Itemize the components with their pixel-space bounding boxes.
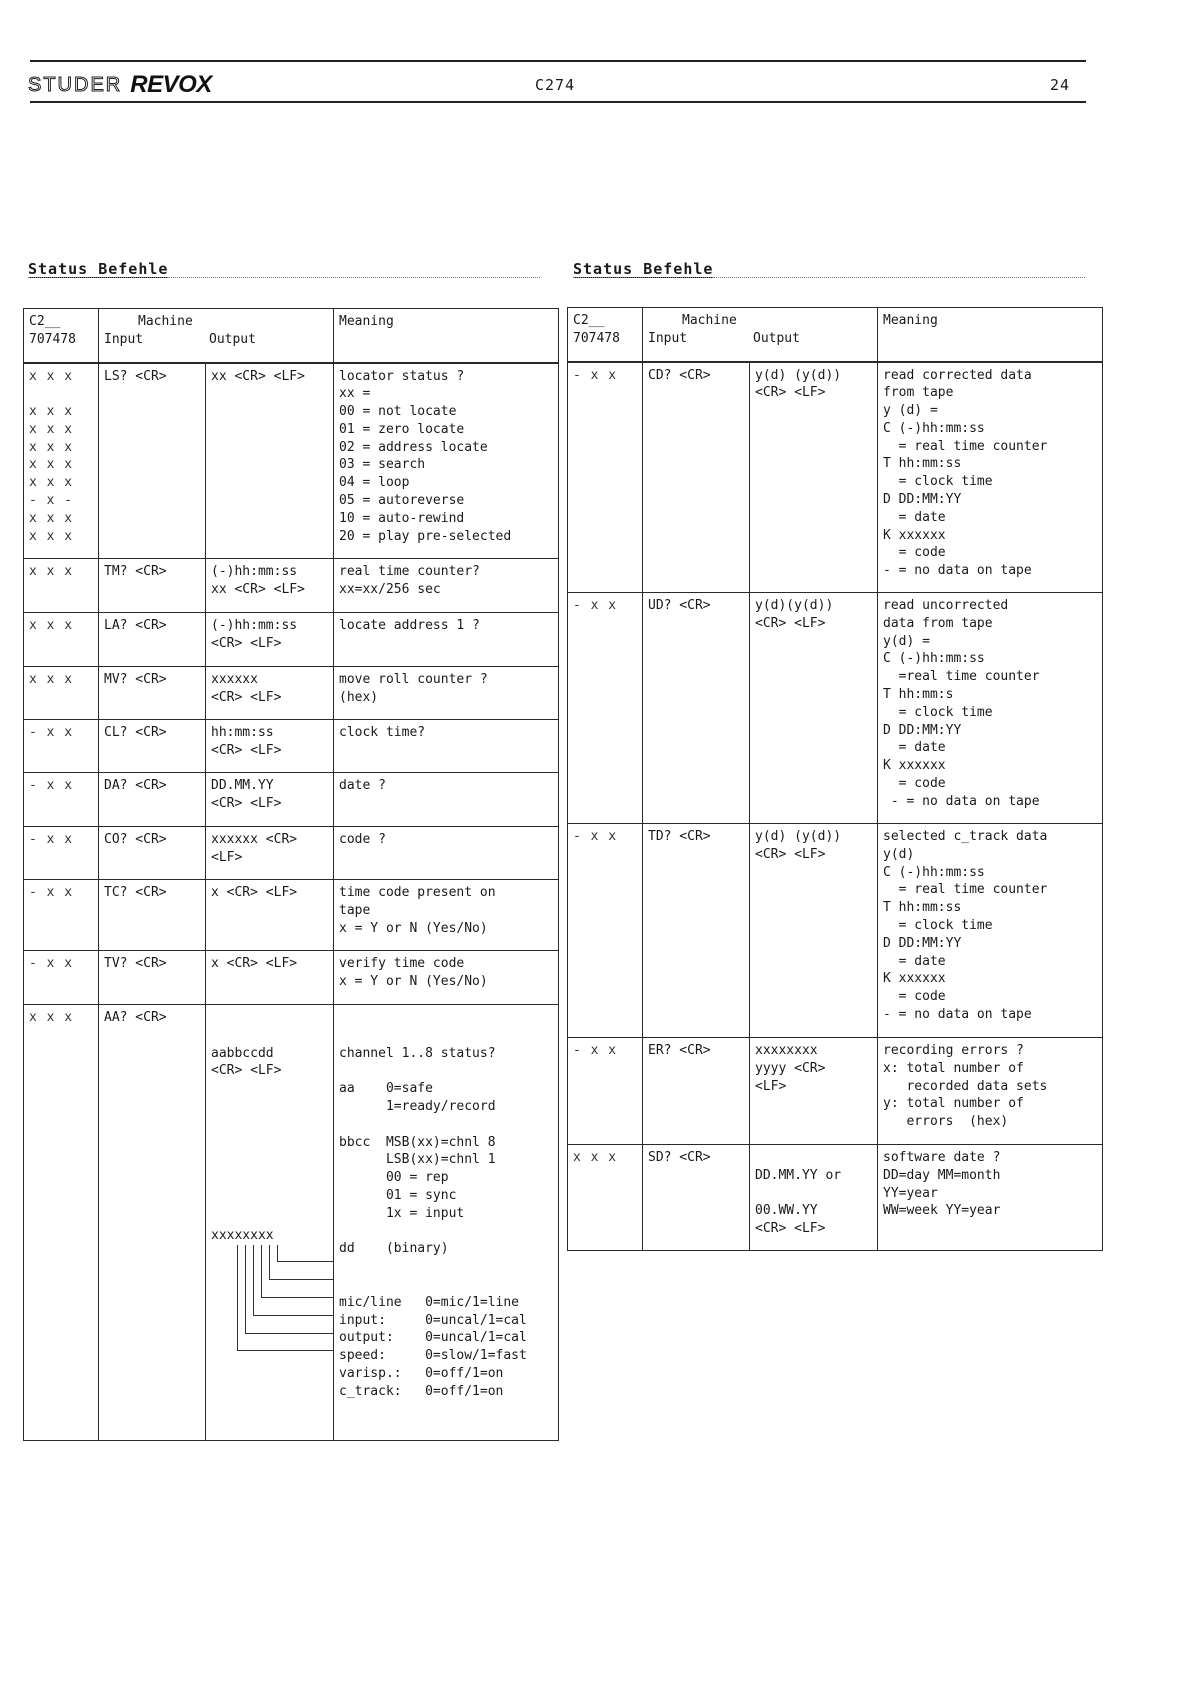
input-cell: CL? <CR> <box>99 720 206 773</box>
output-cell: x <CR> <LF> <box>206 880 334 951</box>
output-cell: DD.MM.YY <CR> <LF> <box>206 773 334 827</box>
output-cell: y(d)(y(d)) <CR> <LF> <box>750 593 878 824</box>
input-cell: TM? <CR> <box>99 559 206 613</box>
output-cell: xxxxxx <CR> <LF> <box>206 667 334 720</box>
flags-cell: - x x <box>24 951 99 1005</box>
page-number: 24 <box>1050 76 1071 94</box>
table-row <box>568 1038 1103 1145</box>
machine-column-header: Machine Input Output <box>643 308 878 362</box>
section-title-right: Status Befehle <box>573 260 714 278</box>
meaning-cell: real time counter? xx=xx/256 sec <box>334 559 559 613</box>
status-table-left <box>23 308 559 1441</box>
input-column-header: Input <box>104 331 144 347</box>
input-column-header: Input <box>648 330 688 346</box>
input-cell: UD? <CR> <box>643 593 750 824</box>
table-row <box>568 362 1103 593</box>
table-header-row <box>24 309 559 363</box>
meaning-cell: clock time? <box>334 720 559 773</box>
flags-cell: - x x <box>24 773 99 827</box>
brand-logo <box>28 71 212 99</box>
output-column-header: Output <box>753 330 800 346</box>
output-column-header: Output <box>209 331 256 347</box>
table-row <box>24 951 559 1005</box>
table-row <box>24 880 559 951</box>
input-cell: LA? <CR> <box>99 613 206 667</box>
meaning-cell: locate address 1 ? <box>334 613 559 667</box>
output-cell: (-)hh:mm:ss <CR> <LF> <box>206 613 334 667</box>
input-cell: MV? <CR> <box>99 667 206 720</box>
flags-cell: - x x <box>568 362 643 593</box>
input-cell: LS? <CR> <box>99 363 206 559</box>
table-row <box>24 667 559 720</box>
meaning-cell: read corrected data from tape y (d) = C (-)hh:mm:ss = real time counter T hh:mm:ss = clock time D DD:MM:YY = date K xxxxxx = code - = no data on tape <box>878 362 1103 593</box>
document-id: C274 <box>535 76 576 94</box>
flags-cell: x x x <box>24 667 99 720</box>
section-underline-right <box>573 277 1085 278</box>
bit-meanings: mic/line 0=mic/1=line input: 0=uncal/1=cal output: 0=uncal/1=cal speed: 0=slow/1=fast varisp.: 0=off/1=on c_track: 0=off/1=on <box>339 1294 527 1399</box>
table-row <box>24 363 559 559</box>
meaning-cell: verify time code x = Y or N (Yes/No) <box>334 951 559 1005</box>
header-rule-bottom <box>30 101 1086 103</box>
output-cell: xxxxxx <CR> <LF> <box>206 827 334 880</box>
meaning-cell: selected c_track data y(d) C (-)hh:mm:ss = real time counter T hh:mm:ss = clock time D DD:MM:YY = date K xxxxxx = code - = no data on tape <box>878 824 1103 1038</box>
c2-column-header: C2__ 707478 <box>24 309 99 363</box>
section-title-left: Status Befehle <box>28 260 169 278</box>
input-cell: ER? <CR> <box>643 1038 750 1145</box>
flags-cell: x x x <box>24 1005 99 1441</box>
meaning-cell: time code present on tape x = Y or N (Yes/No) <box>334 880 559 951</box>
flags-cell: x x x <box>24 613 99 667</box>
meaning-cell: date ? <box>334 773 559 827</box>
flags-cell: - x x <box>24 827 99 880</box>
output-cell: (-)hh:mm:ss xx <CR> <LF> <box>206 559 334 613</box>
input-cell: SD? <CR> <box>643 1145 750 1251</box>
bit-pattern: xxxxxxxx <box>211 1228 274 1243</box>
meaning-cell: move roll counter ? (hex) <box>334 667 559 720</box>
machine-column-header: Machine Input Output <box>99 309 334 363</box>
output-cell: x <CR> <LF> <box>206 951 334 1005</box>
revox-logo-text: REVOX <box>130 71 212 98</box>
flags-cell: - x x <box>24 720 99 773</box>
bit-tree-lines <box>206 1245 334 1355</box>
input-cell: TC? <CR> <box>99 880 206 951</box>
table-row <box>24 827 559 880</box>
table-row <box>24 773 559 827</box>
meaning-cell: locator status ? xx = 00 = not locate 01 = zero locate 02 = address locate 03 = search 04 = loop 05 = autoreverse 10 = auto-rewind 20 = play pre-selected <box>334 363 559 559</box>
output-cell: xx <CR> <LF> <box>206 363 334 559</box>
c2-column-header: C2__ 707478 <box>568 308 643 362</box>
meaning-cell: read uncorrected data from tape y(d) = C (-)hh:mm:ss =real time counter T hh:mm:s = clock time D DD:MM:YY = date K xxxxxx = code - = no data on tape <box>878 593 1103 824</box>
output-cell: y(d) (y(d)) <CR> <LF> <box>750 362 878 593</box>
meaning-cell: code ? <box>334 827 559 880</box>
output-cell <box>206 1005 334 1441</box>
flags-cell: - x x <box>568 593 643 824</box>
flags-cell: - x x <box>24 880 99 951</box>
flags-cell: x x x x x x x x x x x x x x x x x x - x - x x x x x x <box>24 363 99 559</box>
input-cell: AA? <CR> <box>99 1005 206 1441</box>
table-row <box>24 720 559 773</box>
meaning-column-header: Meaning <box>878 308 1103 362</box>
output-text: aabbccdd <CR> <LF> <box>211 1045 282 1079</box>
input-cell: CD? <CR> <box>643 362 750 593</box>
input-cell: TV? <CR> <box>99 951 206 1005</box>
flags-cell: x x x <box>24 559 99 613</box>
header-rule-top <box>30 60 1086 62</box>
table-row <box>24 559 559 613</box>
meaning-cell: recording errors ? x: total number of recorded data sets y: total number of errors (hex) <box>878 1038 1103 1145</box>
flags-cell: - x x <box>568 824 643 1038</box>
meaning-cell <box>334 1005 559 1441</box>
input-cell: TD? <CR> <box>643 824 750 1038</box>
table-row <box>568 593 1103 824</box>
table-row <box>24 1005 559 1441</box>
output-cell: DD.MM.YY or 00.WW.YY <CR> <LF> <box>750 1145 878 1251</box>
table-row <box>24 613 559 667</box>
table-header-row <box>568 308 1103 362</box>
flags-cell: - x x <box>568 1038 643 1145</box>
output-cell: hh:mm:ss <CR> <LF> <box>206 720 334 773</box>
output-cell: y(d) (y(d)) <CR> <LF> <box>750 824 878 1038</box>
meaning-text: channel 1..8 status? aa 0=safe 1=ready/record bbcc MSB(xx)=chnl 8 LSB(xx)=chnl 1 00 = rep 01 = sync 1x = input dd (binary) <box>339 1045 496 1257</box>
output-cell: xxxxxxxx yyyy <CR> <LF> <box>750 1038 878 1145</box>
table-row <box>568 1145 1103 1251</box>
input-cell: CO? <CR> <box>99 827 206 880</box>
status-table-right <box>567 307 1103 1251</box>
table-row <box>568 824 1103 1038</box>
studer-logo-text: STUDER <box>28 73 123 96</box>
section-underline-left <box>28 277 540 278</box>
meaning-cell: software date ? DD=day MM=month YY=year WW=week YY=year <box>878 1145 1103 1251</box>
input-cell: DA? <CR> <box>99 773 206 827</box>
meaning-column-header: Meaning <box>334 309 559 363</box>
flags-cell: x x x <box>568 1145 643 1251</box>
